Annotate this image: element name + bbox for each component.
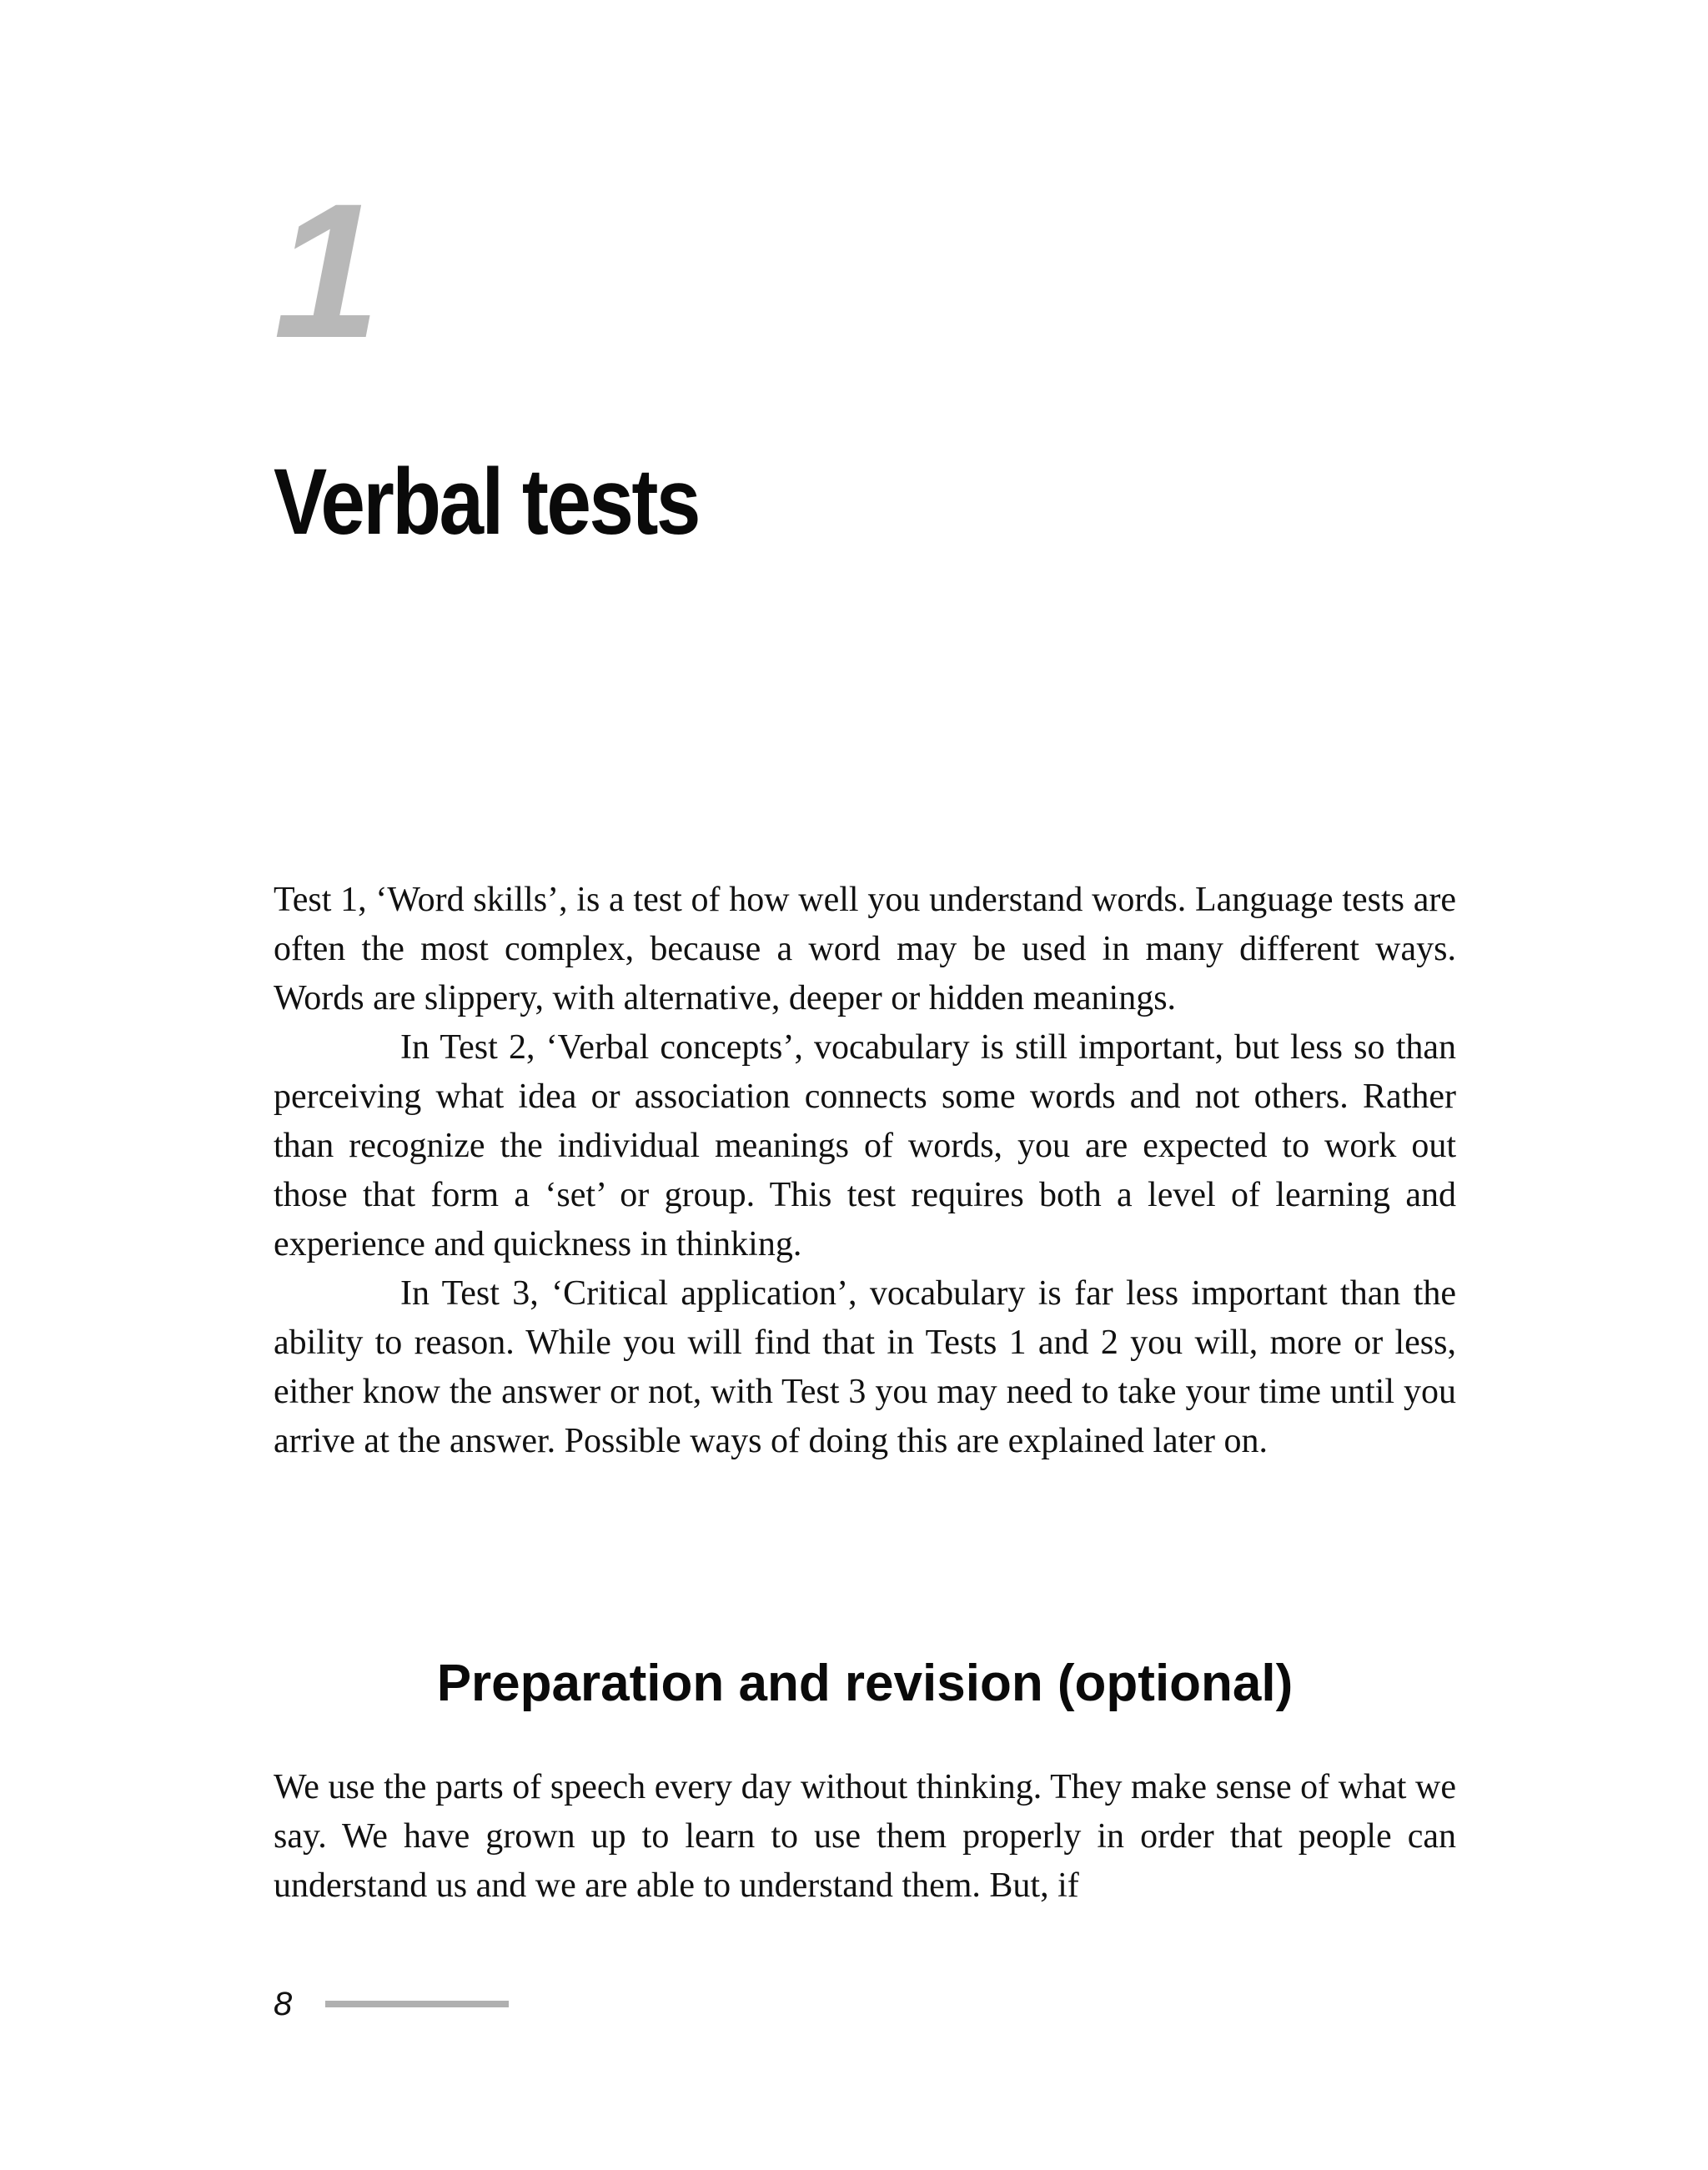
chapter-title: Verbal tests <box>274 450 699 554</box>
intro-text <box>274 876 1456 1466</box>
page-number: 8 <box>274 1985 293 2022</box>
chapter-number: 1 <box>274 163 380 378</box>
footer-rule <box>325 2001 509 2007</box>
section-body <box>274 1763 1456 1911</box>
intro-paragraph-2: In Test 2, ‘Verbal concepts’, vocabulary is still important, but less so than perceiving what idea or association connects some words and not others. Rather than recognize the individual meanings of words, you are expected to work out those that form a ‘set’ or group. This test requires both a level of learning and experience and quickness in thinking. <box>274 1028 1456 1263</box>
intro-paragraph-1: Test 1, ‘Word skills’, is a test of how well you understand words. Language tests are often the most complex, because a word may be used in many different ways. Words are slippery, with alternative, deeper or hidden meanings. <box>274 881 1456 1017</box>
intro-paragraph-3: In Test 3, ‘Critical application’, vocabulary is far less important than the ability to reason. While you will find that in Tests 1 and 2 you will, more or less, either know the answer or not, with Test 3 you may need to take your time until you arrive at the answer. Possible ways of doing this are explained later on. <box>274 1274 1456 1460</box>
section-heading: Preparation and revision (optional) <box>436 1655 1294 1712</box>
section-paragraph-1: We use the parts of speech every day without thinking. They make sense of what we say. We have grown up to learn to use them properly in order that people can understand us and we are able to understand them. But, if <box>274 1768 1456 1905</box>
page-footer <box>274 1983 509 2025</box>
